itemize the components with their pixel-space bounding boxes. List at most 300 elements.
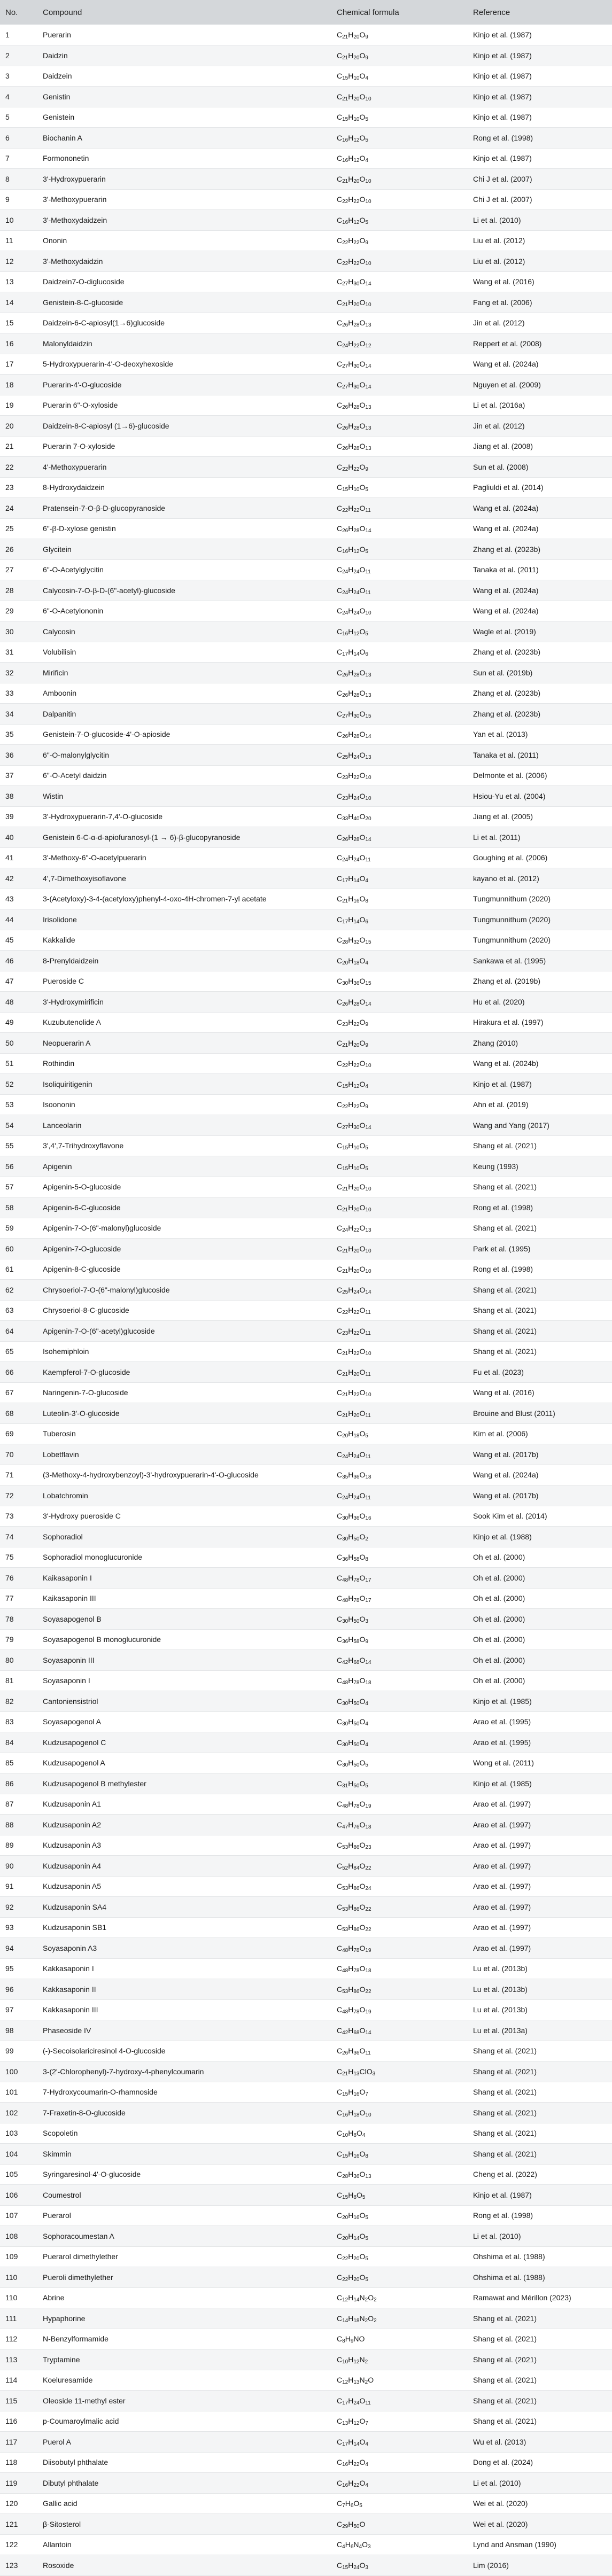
cell-compound: Ononin [37, 230, 331, 251]
cell-reference: Shang et al. (2021) [468, 1177, 612, 1197]
cell-compound: Kudzusapogenol A [37, 1753, 331, 1773]
table-row [0, 971, 612, 992]
table-row [0, 847, 612, 868]
cell-reference: Wei et al. (2020) [468, 2493, 612, 2514]
cell-reference: Wei et al. (2020) [468, 2514, 612, 2535]
cell-compound: N-Benzylformamide [37, 2329, 331, 2349]
cell-no: 51 [0, 1053, 37, 1074]
table-row [0, 2287, 612, 2308]
cell-no: 98 [0, 2020, 37, 2041]
table-row [0, 1691, 612, 1712]
cell-compound: Kudzusaponin SA4 [37, 1897, 331, 1918]
cell-formula: $C_{15}H_{16}O_7$ [331, 2082, 468, 2103]
cell-compound: 6"-β-D-xylose genistin [37, 518, 331, 539]
table-row [0, 2226, 612, 2247]
cell-compound: Kudzusaponin SB1 [37, 1917, 331, 1938]
cell-no: 118 [0, 2452, 37, 2473]
cell-formula: $C_{20}H_{14}O_5$ [331, 2226, 468, 2247]
cell-reference: Kinjo et al. (1987) [468, 107, 612, 128]
header-compound: Compound [43, 7, 82, 17]
cell-formula: $C_{30}H_{50}O_2$ [331, 1527, 468, 1547]
cell-no: 80 [0, 1650, 37, 1671]
cell-formula: $C_{21}H_{20}O_9$ [331, 1033, 468, 1054]
table-row [0, 1259, 612, 1280]
cell-reference: Oh et al. (2000) [468, 1609, 612, 1630]
cell-no: 82 [0, 1691, 37, 1712]
table-row [0, 2370, 612, 2391]
cell-compound: Irisolidone [37, 909, 331, 930]
table-row [0, 210, 612, 231]
cell-compound: Soyasapogenol B monoglucuronide [37, 1629, 331, 1650]
table-row [0, 416, 612, 437]
cell-formula: $C_{24}H_{24}O_{10}$ [331, 601, 468, 621]
cell-reference: Jin et al. (2012) [468, 416, 612, 437]
table-row [0, 889, 612, 909]
table-row [0, 868, 612, 889]
cell-reference: Zhang et al. (2019b) [468, 971, 612, 992]
cell-no: 44 [0, 909, 37, 930]
cell-no: 27 [0, 559, 37, 580]
cell-formula: $C_{26}H_{28}O_{14}$ [331, 724, 468, 745]
cell-no: 123 [0, 2555, 37, 2576]
cell-reference: Wagle et al. (2019) [468, 621, 612, 642]
table-row [0, 1197, 612, 1218]
cell-no: 33 [0, 683, 37, 704]
cell-formula: $C_{31}H_{50}O_5$ [331, 1773, 468, 1794]
cell-no: 30 [0, 621, 37, 642]
cell-formula: $C_{53}H_{86}O_{23}$ [331, 1835, 468, 1856]
cell-no: 21 [0, 436, 37, 457]
cell-compound: 3'-Hydroxy pueroside C [37, 1506, 331, 1527]
table-row [0, 1815, 612, 1835]
cell-formula: $C_{23}H_{22}O_{11}$ [331, 1321, 468, 1342]
cell-compound: Pueroside C [37, 971, 331, 992]
cell-no: 60 [0, 1239, 37, 1259]
cell-no: 17 [0, 354, 37, 375]
cell-formula: $C_{26}H_{28}O_{14}$ [331, 992, 468, 1013]
cell-reference: Lim (2016) [468, 2555, 612, 2576]
cell-reference: Arao et al. (1997) [468, 1876, 612, 1897]
cell-reference: Chi J et al. (2007) [468, 169, 612, 190]
cell-no: 18 [0, 375, 37, 395]
table-row [0, 2082, 612, 2103]
cell-reference: Wang et al. (2024a) [468, 601, 612, 621]
cell-reference: Shang et al. (2021) [468, 2411, 612, 2432]
cell-no: 64 [0, 1321, 37, 1342]
cell-compound: Abrine [37, 2287, 331, 2308]
cell-reference: Hirakura et al. (1997) [468, 1012, 612, 1033]
table-row [0, 827, 612, 848]
cell-formula: $C_{48}H_{78}O_{17}$ [331, 1588, 468, 1609]
cell-reference: Zhang et al. (2023b) [468, 642, 612, 663]
cell-formula: $C_{16}H_{12}O_5$ [331, 128, 468, 149]
cell-compound: Naringenin-7-O-glucoside [37, 1382, 331, 1403]
cell-compound: Chrysoeriol-8-C-glucoside [37, 1300, 331, 1321]
cell-no: 84 [0, 1732, 37, 1753]
cell-no: 2 [0, 45, 37, 66]
cell-compound: Neopuerarin A [37, 1033, 331, 1054]
cell-formula: $C_{48}H_{78}O_{19}$ [331, 1938, 468, 1959]
cell-no: 5 [0, 107, 37, 128]
cell-compound: 7-Fraxetin-8-O-glucoside [37, 2103, 331, 2123]
cell-no: 47 [0, 971, 37, 992]
cell-no: 115 [0, 2391, 37, 2411]
cell-reference: Arao et al. (1997) [468, 1938, 612, 1959]
cell-no: 12 [0, 251, 37, 272]
cell-compound: Kudzusapogenol B methylester [37, 1773, 331, 1794]
cell-reference: Chi J et al. (2007) [468, 189, 612, 210]
cell-formula: $C_{30}H_{50}O_4$ [331, 1732, 468, 1753]
cell-formula: $C_{21}H_{20}O_{10}$ [331, 292, 468, 313]
table-row [0, 148, 612, 169]
table-row [0, 745, 612, 766]
cell-formula: $C_{30}H_{50}O_4$ [331, 1691, 468, 1712]
cell-formula: $C_{30}H_{50}O_4$ [331, 1711, 468, 1732]
cell-compound: Wistin [37, 786, 331, 807]
cell-no: 3 [0, 66, 37, 87]
cell-compound: Kakkasaponin I [37, 1958, 331, 1979]
cell-formula: $C_{21}H_{20}O_{10}$ [331, 87, 468, 107]
cell-reference: Shang et al. (2021) [468, 1321, 612, 1342]
cell-formula: $C_{26}H_{28}O_{13}$ [331, 395, 468, 416]
cell-formula: $C_{16}H_{18}O_{10}$ [331, 2103, 468, 2123]
cell-reference: Shang et al. (2021) [468, 2308, 612, 2329]
cell-reference: Arao et al. (1995) [468, 1711, 612, 1732]
cell-compound: Mirificin [37, 663, 331, 683]
cell-formula: $C_{25}H_{24}O_{14}$ [331, 1280, 468, 1301]
cell-compound: Kudzusaponin A2 [37, 1815, 331, 1835]
cell-no: 100 [0, 2061, 37, 2082]
cell-no: 56 [0, 1156, 37, 1177]
table-row [0, 601, 612, 621]
table-row [0, 1629, 612, 1650]
cell-no: 104 [0, 2144, 37, 2165]
table-row [0, 1177, 612, 1197]
cell-no: 106 [0, 2185, 37, 2206]
table-row [0, 2144, 612, 2165]
table-row [0, 2246, 612, 2267]
cell-compound: Isoononin [37, 1094, 331, 1115]
cell-reference: Liu et al. (2012) [468, 251, 612, 272]
cell-compound: Pueroli dimethylether [37, 2267, 331, 2288]
cell-reference: Wang et al. (2024a) [468, 498, 612, 519]
table-row [0, 1239, 612, 1259]
table-row [0, 1938, 612, 1959]
cell-no: 8 [0, 169, 37, 190]
cell-formula: $C_{24}H_{24}O_{11}$ [331, 1444, 468, 1465]
cell-compound: (-)-Secoisolariciresinol 4-O-glucoside [37, 2041, 331, 2061]
cell-compound: 3'-Hydroxypuerarin [37, 169, 331, 190]
cell-compound: Kudzusapogenol C [37, 1732, 331, 1753]
table-row [0, 1341, 612, 1362]
cell-formula: $C_{22}H_{20}O_5$ [331, 2267, 468, 2288]
cell-reference: Ohshima et al. (1988) [468, 2267, 612, 2288]
cell-reference: Li et al. (2010) [468, 210, 612, 231]
cell-compound: Puerarin 6"-O-xyloside [37, 395, 331, 416]
table-row [0, 1300, 612, 1321]
cell-no: 72 [0, 1485, 37, 1506]
table-row [0, 539, 612, 560]
cell-no: 73 [0, 1506, 37, 1527]
table-row [0, 724, 612, 745]
table-row [0, 1012, 612, 1033]
cell-reference: Nguyen et al. (2009) [468, 375, 612, 395]
table-row [0, 2411, 612, 2432]
cell-no: 108 [0, 2226, 37, 2247]
cell-reference: Pagliuldi et al. (2014) [468, 477, 612, 498]
cell-no: 62 [0, 1280, 37, 1301]
cell-formula: $C_{24}H_{22}O_{12}$ [331, 333, 468, 354]
cell-no: 38 [0, 786, 37, 807]
table-row [0, 1999, 612, 2020]
cell-compound: Kakkalide [37, 930, 331, 951]
cell-no: 119 [0, 2473, 37, 2494]
cell-formula: $C_4H_6N_4O_3$ [331, 2534, 468, 2555]
cell-compound: Biochanin A [37, 128, 331, 149]
cell-compound: Lobetflavin [37, 1444, 331, 1465]
cell-no: 66 [0, 1362, 37, 1383]
cell-no: 46 [0, 951, 37, 971]
cell-formula: $C_{24}H_{24}O_{11}$ [331, 559, 468, 580]
cell-compound: Cantoniensistriol [37, 1691, 331, 1712]
cell-reference: Kim et al. (2006) [468, 1423, 612, 1444]
cell-compound: Kaikasaponin I [37, 1568, 331, 1589]
table-row [0, 375, 612, 395]
cell-formula: $C_{15}H_{16}O_8$ [331, 2144, 468, 2165]
cell-no: 1 [0, 25, 37, 45]
cell-compound: Apigenin-7-O-(6"-malonyl)glucoside [37, 1218, 331, 1239]
cell-formula: $C_{17}H_{14}O_6$ [331, 909, 468, 930]
cell-reference: Tanaka et al. (2011) [468, 559, 612, 580]
cell-no: 31 [0, 642, 37, 663]
table-row [0, 518, 612, 539]
cell-reference: Lu et al. (2013b) [468, 1958, 612, 1979]
cell-reference: Oh et al. (2000) [468, 1629, 612, 1650]
cell-reference: Kinjo et al. (1987) [468, 148, 612, 169]
cell-reference: Wang et al. (2024b) [468, 1053, 612, 1074]
cell-compound: 5-Hydroxypuerarin-4'-O-deoxyhexoside [37, 354, 331, 375]
cell-formula: $C_{28}H_{36}O_{13}$ [331, 2164, 468, 2185]
cell-compound: Diisobutyl phthalate [37, 2452, 331, 2473]
cell-compound: Dibutyl phthalate [37, 2473, 331, 2494]
cell-reference: Arao et al. (1997) [468, 1917, 612, 1938]
cell-no: 28 [0, 580, 37, 601]
table-row [0, 1156, 612, 1177]
cell-reference: Sook Kim et al. (2014) [468, 1506, 612, 1527]
cell-no: 32 [0, 663, 37, 683]
cell-no: 122 [0, 2534, 37, 2555]
cell-compound: Sophoradiol monoglucuronide [37, 1547, 331, 1568]
cell-reference: Kinjo et al. (1987) [468, 1074, 612, 1095]
table-row [0, 251, 612, 272]
table-row [0, 1897, 612, 1918]
cell-compound: Soyasaponin III [37, 1650, 331, 1671]
table-row [0, 1609, 612, 1630]
table-row [0, 1423, 612, 1444]
cell-compound: Daidzein-6-C-apiosyl(1→6)glucoside [37, 313, 331, 333]
cell-reference: Oh et al. (2000) [468, 1670, 612, 1691]
cell-compound: 6"-O-Acetylglycitin [37, 559, 331, 580]
cell-compound: Tuberosin [37, 1423, 331, 1444]
cell-formula: $C_{30}H_{36}O_{15}$ [331, 971, 468, 992]
cell-no: 20 [0, 416, 37, 437]
cell-compound: Chrysoeriol-7-O-(6"-malonyl)glucoside [37, 1280, 331, 1301]
cell-no: 70 [0, 1444, 37, 1465]
cell-no: 23 [0, 477, 37, 498]
cell-formula: $C_{13}H_{12}O_7$ [331, 2411, 468, 2432]
cell-no: 96 [0, 1979, 37, 2000]
cell-formula: $C_{20}H_{16}O_5$ [331, 2205, 468, 2226]
cell-compound: Volubilisin [37, 642, 331, 663]
cell-compound: Kaikasaponin III [37, 1588, 331, 1609]
cell-compound: 3'-Methoxydaidzin [37, 251, 331, 272]
table-row [0, 1773, 612, 1794]
cell-compound: Lobatchromin [37, 1485, 331, 1506]
cell-reference: Yan et al. (2013) [468, 724, 612, 745]
cell-formula: $C_{28}H_{32}O_{15}$ [331, 930, 468, 951]
cell-formula: $C_{17}H_{14}O_6$ [331, 642, 468, 663]
cell-formula: $C_{16}H_{12}O_4$ [331, 148, 468, 169]
cell-compound: 3'-Methoxydaidzein [37, 210, 331, 231]
cell-formula: $C_{23}H_{22}O_9$ [331, 1012, 468, 1033]
cell-formula: $C_{20}H_{18}O_5$ [331, 1423, 468, 1444]
cell-reference: Wang et al. (2017b) [468, 1485, 612, 1506]
cell-no: 88 [0, 1815, 37, 1835]
cell-formula: $C_{17}H_{14}O_4$ [331, 868, 468, 889]
cell-formula: $C_{15}H_{10}O_4$ [331, 66, 468, 87]
cell-formula: $C_{42}H_{68}O_{14}$ [331, 2020, 468, 2041]
cell-formula: $C_{33}H_{40}O_{20}$ [331, 806, 468, 827]
cell-formula: $C_{23}H_{22}O_{10}$ [331, 765, 468, 786]
cell-no: 29 [0, 601, 37, 621]
table-row [0, 354, 612, 375]
cell-compound: Gallic acid [37, 2493, 331, 2514]
cell-reference: Hu et al. (2020) [468, 992, 612, 1013]
cell-formula: $C_{21}H_{16}O_8$ [331, 889, 468, 909]
cell-compound: Kudzusaponin A5 [37, 1876, 331, 1897]
cell-reference: Shang et al. (2021) [468, 1341, 612, 1362]
table-row [0, 1588, 612, 1609]
cell-no: 90 [0, 1856, 37, 1877]
table-row [0, 2452, 612, 2473]
cell-compound: 3-(2'-Chlorophenyl)-7-hydroxy-4-phenylcoumarin [37, 2061, 331, 2082]
cell-no: 110 [0, 2267, 37, 2288]
table-row [0, 1115, 612, 1136]
cell-reference: Zhang et al. (2023b) [468, 539, 612, 560]
cell-formula: $C_{21}H_{20}O_{11}$ [331, 1362, 468, 1383]
cell-compound: Scopoletin [37, 2123, 331, 2144]
cell-compound: Lanceolarin [37, 1115, 331, 1136]
cell-no: 24 [0, 498, 37, 519]
cell-formula: $C_{27}H_{30}O_{14}$ [331, 1115, 468, 1136]
cell-reference: Jin et al. (2012) [468, 313, 612, 333]
cell-compound: Kudzusaponin A4 [37, 1856, 331, 1877]
table-row [0, 395, 612, 416]
table-row [0, 2473, 612, 2494]
table-row [0, 1732, 612, 1753]
table-row [0, 559, 612, 580]
table-row [0, 107, 612, 128]
cell-reference: Kinjo et al. (1987) [468, 2185, 612, 2206]
cell-formula: $C_{15}H_{12}O_4$ [331, 1074, 468, 1095]
cell-compound: β-Sitosterol [37, 2514, 331, 2535]
cell-compound: 6"-O-malonylglycitin [37, 745, 331, 766]
table-row [0, 580, 612, 601]
table-body [0, 25, 612, 2575]
table-row [0, 992, 612, 1013]
table-row [0, 2185, 612, 2206]
cell-compound: Puerarin-4'-O-glucoside [37, 375, 331, 395]
table-row [0, 292, 612, 313]
header-reference: Reference [473, 7, 510, 17]
table-row [0, 1444, 612, 1465]
cell-no: 41 [0, 847, 37, 868]
cell-reference: Shang et al. (2021) [468, 2123, 612, 2144]
cell-reference: Park et al. (1995) [468, 1239, 612, 1259]
cell-no: 61 [0, 1259, 37, 1280]
cell-no: 69 [0, 1423, 37, 1444]
cell-compound: 8-Prenyldaidzein [37, 951, 331, 971]
cell-compound: Rothindin [37, 1053, 331, 1074]
cell-reference: Wang et al. (2024a) [468, 518, 612, 539]
cell-reference: Shang et al. (2021) [468, 2349, 612, 2370]
table-row [0, 457, 612, 478]
cell-reference: Brouine and Blust (2011) [468, 1403, 612, 1424]
cell-formula: $C_{21}H_{20}O_9$ [331, 45, 468, 66]
cell-reference: Liu et al. (2012) [468, 230, 612, 251]
cell-reference: Li et al. (2011) [468, 827, 612, 848]
cell-formula: $C_{14}H_{18}N_2O_2$ [331, 2308, 468, 2329]
table-row [0, 621, 612, 642]
cell-reference: Shang et al. (2021) [468, 2041, 612, 2061]
header-formula: Chemical formula [337, 7, 399, 17]
cell-formula: $C_{27}H_{30}O_{14}$ [331, 271, 468, 292]
cell-formula: $C_{12}H_{13}N_2O$ [331, 2370, 468, 2391]
cell-compound: Daidzein-8-C-apiosyl (1→6)-glucoside [37, 416, 331, 437]
table-row [0, 1218, 612, 1239]
cell-reference: Oh et al. (2000) [468, 1547, 612, 1568]
cell-formula: $C_{15}H_{24}O_3$ [331, 2555, 468, 2576]
cell-reference: Kinjo et al. (1985) [468, 1691, 612, 1712]
table-row [0, 2534, 612, 2555]
cell-no: 40 [0, 827, 37, 848]
table-row [0, 66, 612, 87]
table-row [0, 1053, 612, 1074]
cell-formula: $C_{29}H_{50}O$ [331, 2514, 468, 2535]
cell-reference: Wang et al. (2016) [468, 1382, 612, 1403]
cell-formula: $C_{53}H_{86}O_{22}$ [331, 1897, 468, 1918]
table-row [0, 786, 612, 807]
cell-no: 59 [0, 1218, 37, 1239]
table-row [0, 25, 612, 45]
cell-no: 45 [0, 930, 37, 951]
table-row [0, 704, 612, 725]
table-row [0, 2349, 612, 2370]
cell-reference: Wang et al. (2017b) [468, 1444, 612, 1465]
cell-reference: Keung (1993) [468, 1156, 612, 1177]
cell-reference: Arao et al. (1997) [468, 1815, 612, 1835]
table-row [0, 1856, 612, 1877]
cell-reference: Tungmunnithum (2020) [468, 930, 612, 951]
cell-compound: 3'-Methoxypuerarin [37, 189, 331, 210]
cell-compound: Kaempferol-7-O-glucoside [37, 1362, 331, 1383]
cell-formula: $C_{26}H_{28}O_{13}$ [331, 683, 468, 704]
cell-formula: $C_{30}H_{50}O_5$ [331, 1753, 468, 1773]
cell-reference: Kinjo et al. (1985) [468, 1773, 612, 1794]
cell-no: 75 [0, 1547, 37, 1568]
cell-compound: Glycitein [37, 539, 331, 560]
cell-formula: $C_{16}H_{12}O_5$ [331, 621, 468, 642]
